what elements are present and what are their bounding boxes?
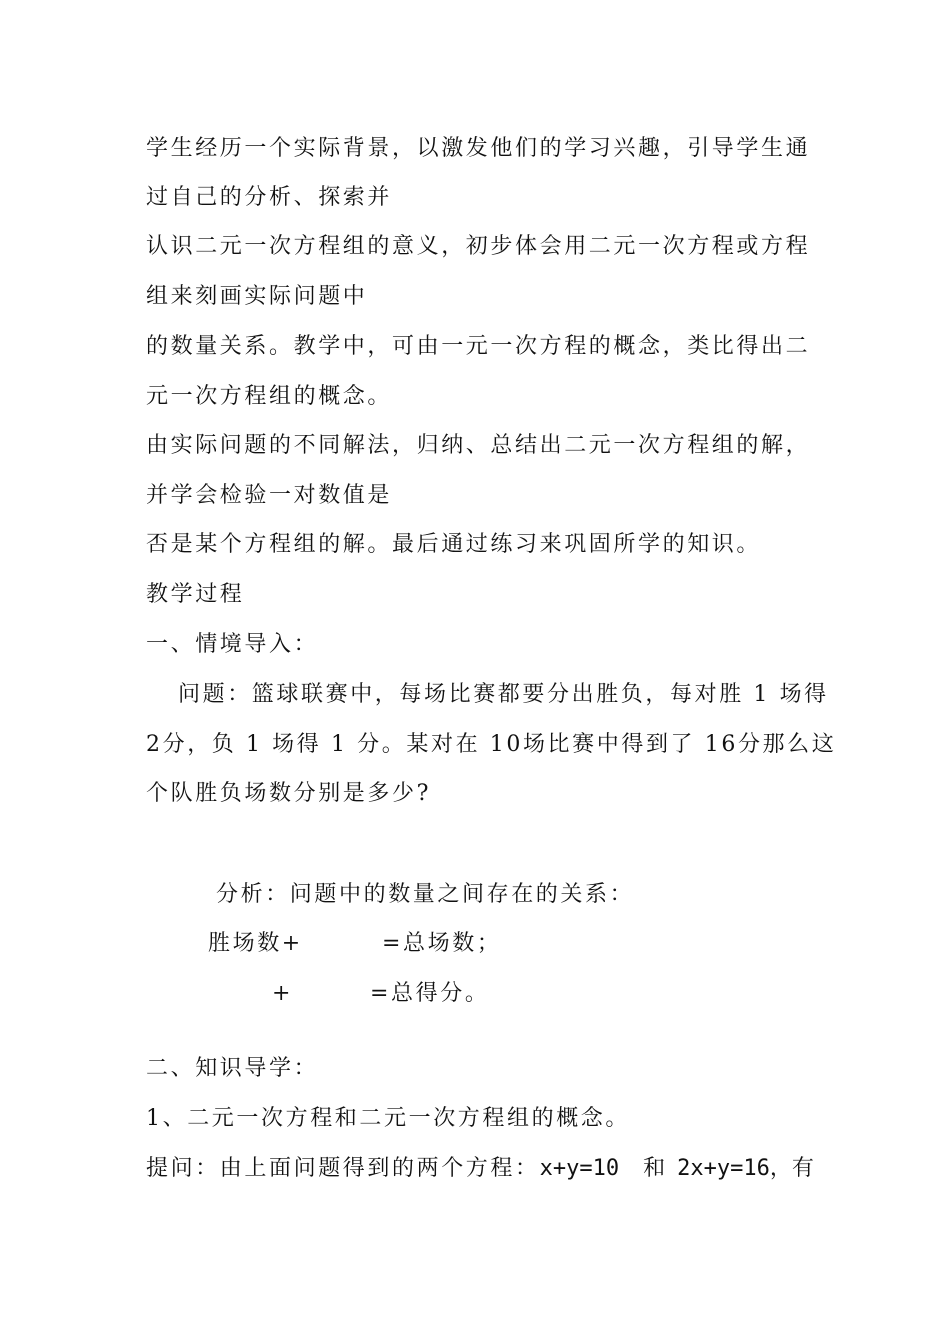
intro-line-8: 并学会检验一对数值是 bbox=[146, 483, 393, 508]
analysis-heading: 分析：问题中的数量之间存在的关系： bbox=[216, 882, 635, 907]
intro-line-5: 的数量关系。教学中，可由一元一次方程的概念，类比得出二 bbox=[146, 334, 811, 359]
item-1-heading: 1、二元一次方程和二元一次方程组的概念。 bbox=[146, 1106, 630, 1131]
equation-1-left: 胜场数+ bbox=[208, 931, 303, 956]
question-equation-1: x+y=10 bbox=[539, 1156, 620, 1181]
intro-line-3: 认识二元一次方程组的意义，初步体会用二元一次方程或方程 bbox=[146, 234, 811, 259]
equation-2-right: =总得分。 bbox=[370, 981, 490, 1006]
equation-2-left: + bbox=[272, 981, 294, 1006]
intro-line-1: 学生经历一个实际背景，以激发他们的学习兴趣，引导学生通 bbox=[146, 136, 811, 161]
question-suffix: ，有 bbox=[769, 1156, 814, 1181]
question-equation-2: 2x+y=16 bbox=[677, 1156, 770, 1181]
intro-line-2: 过自己的分析、探索并 bbox=[146, 185, 393, 210]
equation-1-right: =总场数； bbox=[382, 931, 502, 956]
problem-line-2: 2分，负 1 场得 1 分。某对在 10场比赛中得到了 16分那么这 bbox=[146, 732, 837, 757]
problem-line-3: 个队胜负场数分别是多少? bbox=[146, 781, 431, 806]
section-2-heading: 二、知识导学： bbox=[146, 1056, 319, 1081]
question-prefix: 提问：由上面问题得到的两个方程： bbox=[146, 1156, 540, 1181]
intro-line-7: 由实际问题的不同解法，归纳、总结出二元一次方程组的解， bbox=[146, 433, 811, 458]
teaching-process-heading: 教学过程 bbox=[146, 582, 245, 607]
question-conjunction: 和 bbox=[643, 1156, 666, 1181]
section-1-heading: 一、情境导入： bbox=[146, 632, 319, 657]
question-line bbox=[146, 1154, 814, 1184]
problem-line-1: 问题：篮球联赛中，每场比赛都要分出胜负，每对胜 1 场得 bbox=[178, 682, 829, 707]
intro-line-6: 元一次方程组的概念。 bbox=[146, 384, 393, 409]
intro-line-9: 否是某个方程组的解。最后通过练习来巩固所学的知识。 bbox=[146, 532, 762, 557]
intro-line-4: 组来刻画实际问题中 bbox=[146, 284, 368, 309]
